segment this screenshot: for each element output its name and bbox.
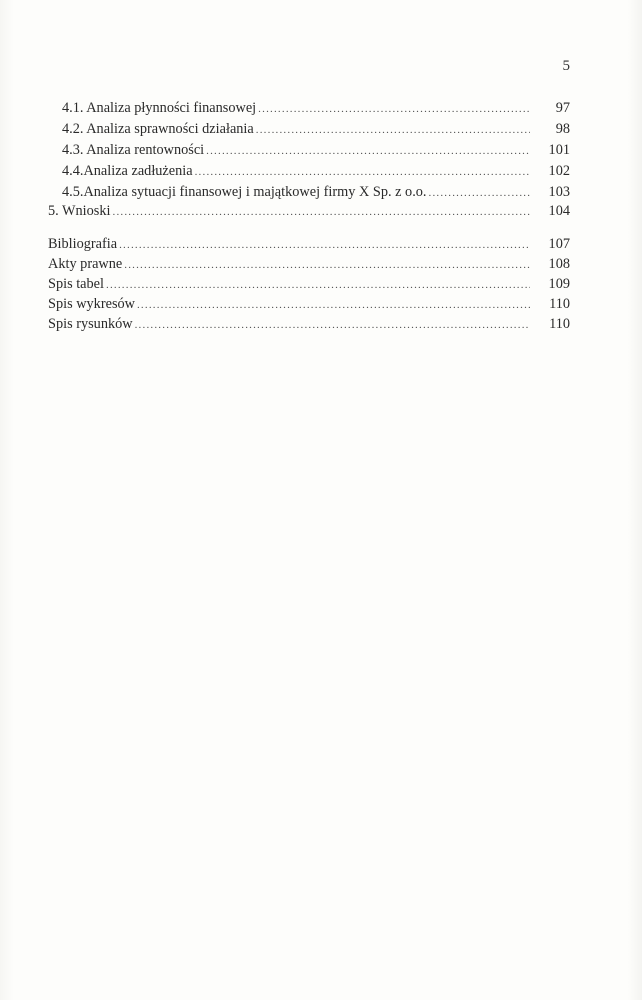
toc-entry-page: 107 [548, 236, 570, 252]
toc-entry-label: Akty prawne [48, 256, 123, 272]
toc-entry-akty-prawne[interactable] [48, 254, 570, 274]
toc-entry-page: 98 [555, 121, 570, 137]
toc-entry-4-4[interactable] [62, 161, 570, 181]
toc-entry-page: 97 [555, 100, 570, 116]
toc-leader-dots [119, 235, 530, 255]
toc-entry-page: 109 [548, 276, 570, 292]
toc-entry-label: 4.5.Analiza sytuacji finansowej i majątkowej firmy X Sp. z o.o. [62, 184, 427, 200]
toc-entry-page: 101 [548, 142, 570, 158]
toc-entry-spis-wykresow[interactable] [48, 294, 570, 314]
toc-entry-page: 110 [549, 316, 570, 332]
toc-leader-dots [135, 315, 530, 335]
toc-entry-label: 4.2. Analiza sprawności działania [62, 121, 254, 137]
toc-entry-4-1[interactable] [62, 98, 570, 118]
toc-entry-spis-rysunkow[interactable] [48, 314, 570, 334]
toc-leader-dots [195, 162, 530, 182]
toc-leader-dots [256, 120, 530, 140]
toc-entry-4-5[interactable] [62, 182, 570, 202]
toc-entry-label: Spis rysunków [48, 316, 133, 332]
toc-entry-label: 4.4.Analiza zadłużenia [62, 163, 193, 179]
toc-entry-page: 108 [548, 256, 570, 272]
toc-leader-dots [124, 255, 530, 275]
toc-entry-label: 5. Wnioski [48, 203, 111, 219]
toc-leader-dots [206, 141, 530, 161]
toc-entry-bibliografia[interactable] [48, 234, 570, 254]
toc-entry-page: 103 [548, 184, 570, 200]
toc-entry-label: Bibliografia [48, 236, 118, 252]
toc-entry-page: 110 [549, 296, 570, 312]
toc-entry-label: 4.1. Analiza płynności finansowej [62, 100, 257, 116]
toc-entry-label: Spis wykresów [48, 296, 135, 312]
toc-entry-5[interactable] [48, 201, 570, 221]
toc-entry-4-2[interactable] [62, 119, 570, 139]
toc-leader-dots [429, 183, 531, 203]
toc-entry-page: 102 [548, 163, 570, 179]
toc-leader-dots [258, 99, 530, 119]
toc-entry-label: Spis tabel [48, 276, 104, 292]
toc-entry-label: 4.3. Analiza rentowności [62, 142, 205, 158]
toc-leader-dots [106, 275, 530, 295]
toc-leader-dots [113, 202, 531, 222]
toc-entry-page: 104 [548, 203, 570, 219]
page-number: 5 [562, 58, 570, 74]
toc-leader-dots [137, 295, 530, 315]
toc-entry-spis-tabel[interactable] [48, 274, 570, 294]
toc-entry-4-3[interactable] [62, 140, 570, 160]
